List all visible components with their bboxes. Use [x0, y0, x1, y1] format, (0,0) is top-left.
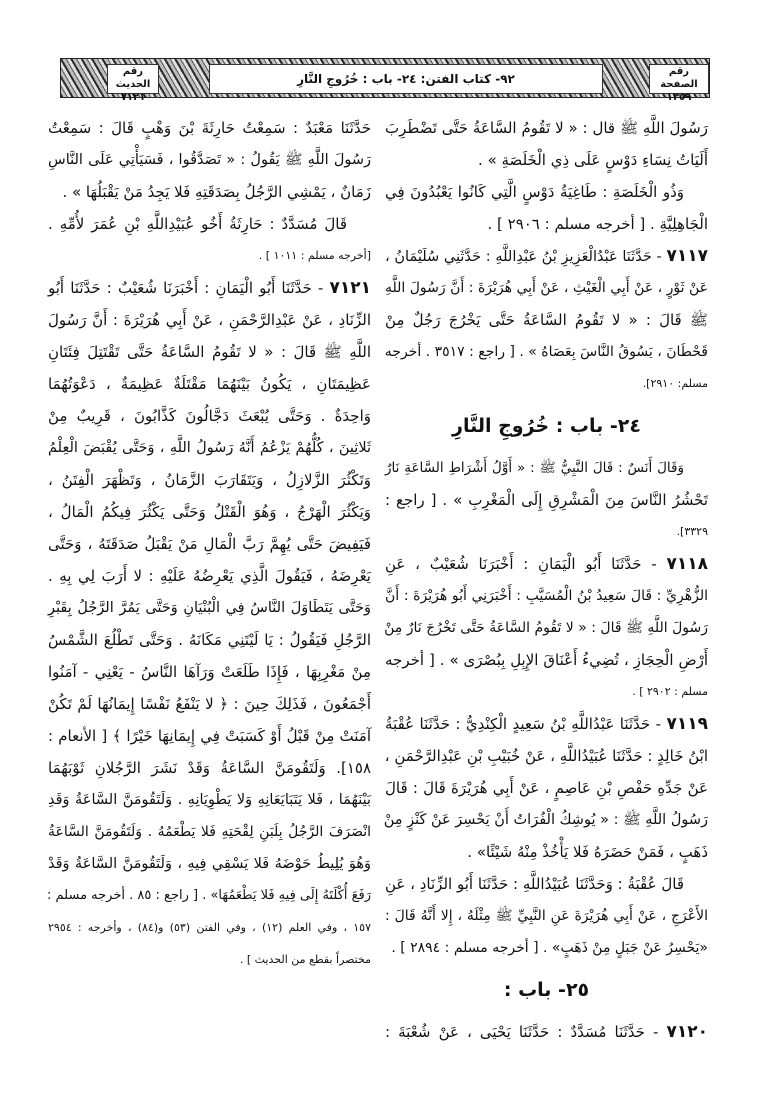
line-text: رَسُولَ اللَّهِ ﷺ قال : « لا تَقُومُ السَّاعَةُ حَتَّى تَضْطَرِبَ [385, 119, 708, 137]
line-text: ثَلاثِينَ ، كُلُّهُمْ يَزْعُمُ أَنَّهُ رَسُولُ اللَّهِ ، وَحَتَّى يُقْبَضَ الْعِلْمُ [48, 440, 371, 456]
text-line [385, 516, 708, 548]
hadith-start-line [385, 240, 708, 272]
line-text: وَيَكْثُرَ الْهَرْجُ ، وَهُوَ الْقَتْلُ وَحَتَّى يَكْثُرَ فِيكُمُ الْمَالُ ، [48, 503, 371, 521]
text-line [48, 912, 371, 944]
line-text: فَيَفِيضَ حَتَّى يُهِمَّ رَبَّ الْمَالِ مَنْ يَقْبَلُ صَدَقَتَهُ ، وَحَتَّى [48, 535, 371, 553]
hadith-number: ٧١٢١ [120, 92, 146, 103]
hadith-start-line [48, 272, 371, 304]
line-text: قَالَ عُقْبَةُ : وَحَدَّثَنَا عُبَيْدُاللَّهِ : حَدَّثَنَا أَبُو الزِّنَادِ ، عَنِ [385, 875, 684, 893]
chapter-heading: ٢٥- باب : [503, 979, 590, 1001]
text-line [48, 432, 371, 464]
text-line [48, 656, 371, 688]
text-line [48, 848, 371, 880]
line-text: بَيْنَهُمَا ، فَلا يَتَبَايَعَانِهِ وَلا يَطْوِيَانِهِ . وَلَتَقُومَنَّ السَّاعَةُ وَقَدِ [48, 792, 371, 808]
line-text: عَنْ ثَوْرٍ ، عَنْ أَبِي الْغَيْثِ ، عَنْ أَبِي هُرَيْرَةَ : أَنَّ رَسُولَ اللَّهِ [385, 280, 708, 296]
line-text: أَلَيَاتُ نِسَاءِ دَوْسٍ عَلَى ذِي الْخَلَصَةِ » . [478, 151, 708, 169]
text-line [48, 528, 371, 560]
line-text: أَجْمَعُونَ ، فَذَلِكَ حِينَ : ﴿ لا يَنْفَعُ نَفْسًا إِيمَانُهَا لَمْ تَكُنْ [48, 695, 371, 713]
text-line [48, 144, 371, 176]
text-line [48, 112, 371, 144]
hadith-number-box [107, 64, 159, 103]
text-line [385, 144, 708, 176]
line-text: وَحَتَّى يَتَطَاوَلَ النَّاسُ فِي الْبُنْيَانِ وَحَتَّى يَمُرَّ الرَّجُلُ بِقَبْرِ [48, 600, 371, 616]
line-text: اللَّهِ ﷺ قَالَ : « لا تَقُومُ السَّاعَةُ حَتَّى تَقْتَتِلَ فِئَتَانِ [48, 343, 371, 361]
line-text: مسلم: ٢٩١٠]. [642, 377, 708, 390]
hadith-start-line [385, 708, 708, 740]
line-text: «يَحْسِرُ عَنْ جَبَلٍ مِنْ ذَهَبٍ» . [ أخرجه مسلم : ٢٨٩٤ ] . [391, 940, 708, 956]
line-text: وَهُوَ يُلِيطُ حَوْضَهُ فَلا يَسْقِي فِيهِ ، وَلَتَقُومَنَّ السَّاعَةُ وَقَدْ [48, 856, 371, 872]
text-line [385, 368, 708, 400]
text-line [385, 112, 708, 144]
text-line [48, 464, 371, 496]
text-line [48, 720, 371, 752]
hadith-number: ٧١١٩ [666, 714, 708, 734]
line-text: رَسُولُ اللَّهِ ﷺ : « يُوشِكُ الْفُرَاتُ أَنْ يَحْسِرَ عَنْ كَنْزٍ مِنْ [383, 812, 708, 828]
hadith-number: ٧١١٧ [666, 246, 708, 266]
line-text: عَظِيمَتَانِ ، يَكُونُ بَيْنَهُمَا مَقْتَلَةٌ عَظِيمَةٌ ، دَعْوَتُهُمَا [48, 375, 371, 393]
line-text: ٣٣٢٩]. [676, 525, 708, 538]
text-line [385, 580, 708, 612]
hadith-start-line [385, 548, 708, 580]
text-line [48, 752, 371, 784]
line-text: - حَدَّثَنَا أَبُو الْيَمَانِ : أَخْبَرَنَا شُعَيْبٌ ، عَنِ [385, 555, 667, 573]
text-line [385, 272, 708, 304]
line-text: الأَعْرَجِ ، عَنْ أَبِي هُرَيْرَةَ عَنِ النَّبِيِّ ﷺ مِثْلَهُ ، إِلا أَنَّهُ قَالَ : [385, 908, 708, 924]
text-line [385, 452, 708, 484]
text-line [48, 592, 371, 624]
text-line [385, 868, 708, 900]
line-text: زَمَانٌ ، يَمْشِي الرَّجُلُ بِصَدَقَتِهِ فَلا يَجِدُ مَنْ يَقْبَلُهَا » . [62, 183, 371, 201]
line-text: آمَنَتْ مِنْ قَبْلُ أَوْ كَسَبَتْ فِي إِيمَانِهَا خَيْرًا ﴾ [ الأنعام : [48, 727, 371, 745]
right-text-column [385, 112, 708, 1048]
line-text: - حَدَّثَنَا مُسَدَّدٌ : حَدَّثَنَا يَحْيَى ، عَنْ شُعْبَةَ : [385, 1023, 667, 1041]
line-text: ١٥٧ ، وفي العلم (١٢) ، وفي الفتن (٥٣) و(٨٤) ، وأخرجه : ٢٩٥٤ [48, 921, 371, 934]
line-text: وَقَالَ أَنَسٌ : قَالَ النَّبِيُّ ﷺ : « أَوَّلُ أَشْرَاطِ السَّاعَةِ نَارٌ [385, 460, 684, 476]
line-text: - حَدَّثَنَا عَبْدُاللَّهِ بْنُ سَعِيدٍ الْكِنْدِيُّ : حَدَّثَنَا عُقْبَةُ [385, 715, 667, 733]
line-text: أَرْضِ الْحِجَازِ ، تُضِيءُ أَعْنَاقَ الإِبِلِ بِبُصْرَى » . [ أخرجه [385, 651, 708, 669]
text-line [385, 900, 708, 932]
text-line [48, 784, 371, 816]
line-text: مِنْ مَغْرِبِهَا ، فَإِذَا طَلَعَتْ وَرَآهَا النَّاسُ - يَعْنِي - آمَنُوا [48, 663, 371, 681]
line-text: رَسُولَ اللَّهِ ﷺ قَالَ : « لا تَقُومُ السَّاعَةُ حَتَّى تَخْرُجَ نَارٌ مِنْ [384, 620, 708, 636]
text-line [48, 336, 371, 368]
line-text: رَسُولَ اللَّهِ ﷺ يَقُولُ : « تَصَدَّقُوا ، فَسَيَأْتِي عَلَى النَّاسِ [48, 152, 371, 168]
line-text: تَحْشُرُ النَّاسَ مِنَ الْمَشْرِقِ إِلَى الْمَغْرِبِ » . [ راجع : [385, 491, 708, 509]
text-line [48, 240, 371, 272]
running-header [60, 58, 710, 103]
line-text: انْصَرَفَ الرَّجُلُ بِلَبَنِ لِقْحَتِهِ فَلا يَطْعَمُهُ . وَلَتَقُومَنَّ السَّاعَةُ [48, 824, 371, 840]
line-text: الْجَاهِلِيَّةِ . [ أخرجه مسلم : ٢٩٠٦ ] . [487, 215, 708, 233]
text-line [385, 932, 708, 964]
line-text: الزِّنَادِ ، عَنْ عَبْدِالرَّحْمَنِ ، عَنْ أَبِي هُرَيْرَةَ : أَنَّ رَسُولَ [48, 311, 371, 329]
line-text: ابْنُ خَالِدٍ : حَدَّثَنَا عُبَيْدُاللَّهِ ، عَنْ خُبَيْبِ بْنِ عَبْدِالرَّحْمَنِ ، [384, 747, 708, 765]
text-line [48, 624, 371, 656]
text-line [48, 560, 371, 592]
page-number-label: رقم الصفحة [660, 66, 698, 90]
text-line [385, 208, 708, 240]
text-line [385, 836, 708, 868]
line-text: عَنْ جَدِّهِ حَفْصِ بْنِ عَاصِمٍ ، عَنْ أَبِي هُرَيْرَةَ قَالَ : قَالَ [385, 779, 708, 797]
line-text: الزُّهْرِيِّ : قَالَ سَعِيدُ بْنُ الْمُسَيَّبِ : أَخْبَرَنِي أَبُو هُرَيْرَةَ : أَنَّ [385, 588, 708, 604]
text-line [385, 804, 708, 836]
text-line [48, 400, 371, 432]
text-line [385, 772, 708, 804]
text-line [385, 176, 708, 208]
line-text: ﷺ قَالَ : « لا تَقُومُ السَّاعَةُ حَتَّى يَخْرُجَ رَجُلٌ مِنْ [385, 311, 708, 329]
hadith-number: ٧١١٨ [666, 554, 708, 574]
text-line [48, 496, 371, 528]
text-line [48, 688, 371, 720]
text-line [48, 944, 371, 976]
line-text: مسلم : ٢٩٠٢ ] . [632, 685, 708, 698]
hadith-number-label: رقم الحديث [115, 66, 151, 90]
line-text: - حَدَّثَنَا أَبُو الْيَمَانِ : أَخْبَرَنَا شُعَيْبٌ : حَدَّثَنَا أَبُو [48, 279, 330, 297]
line-text: ذَهَبٍ ، فَمَنْ حَضَرَهُ فَلا يَأْخُذْ مِنْهُ شَيْئًا» . [467, 843, 708, 861]
line-text: ١٥٨]. وَلَتَقُومَنَّ السَّاعَةُ وَقَدْ نَشَرَ الرَّجُلانِ ثَوْبَهُمَا [48, 759, 371, 777]
left-text-column [48, 112, 371, 976]
line-text: قَحْطَانَ ، يَسُوقُ النَّاسَ بِعَصَاهُ » . [ راجع : ٣٥١٧ . أخرجه [384, 344, 708, 360]
hadith-start-line [385, 1016, 708, 1048]
text-line [385, 740, 708, 772]
line-text: وَذُو الْخَلَصَةِ : طَاغِيَةُ دَوْسٍ الَّتِي كَانُوا يَعْبُدُونَ فِي [385, 183, 684, 201]
text-line [385, 676, 708, 708]
text-line [48, 304, 371, 336]
text-line [385, 644, 708, 676]
page-number-box [649, 64, 709, 103]
line-text: رَفَعَ أُكْلَتَهُ إِلَى فِيهِ فَلا يَطْعَمُهَا» . [ راجع : ٨٥ . أخرجه مسلم : [47, 888, 371, 903]
line-text: وَتَكْثُرَ الزَّلازِلُ ، وَيَتَقَارَبَ الزَّمَانُ ، وَتَظْهَرَ الْفِتَنُ ، [48, 471, 371, 489]
header-title: ٩٢- كتاب الفتن: ٢٤- باب : خُرُوجِ النَّارِ [209, 64, 603, 94]
line-text: مختصراً بقطع من الحديث ] . [239, 953, 371, 966]
chapter-heading: ٢٤- باب : خُرُوجِ النَّارِ [452, 415, 641, 437]
hadith-number: ٧١٢١ [329, 278, 371, 298]
text-line [385, 336, 708, 368]
text-line [48, 880, 371, 912]
text-line [48, 208, 371, 240]
text-line [48, 368, 371, 400]
text-line [385, 304, 708, 336]
line-text: - حَدَّثَنَا عَبْدُالْعَزِيزِ بْنُ عَبْدِاللَّهِ : حَدَّثَنِي سُلَيْمَانُ ، [385, 249, 667, 265]
text-line [385, 612, 708, 644]
line-text: وَاحِدَةٌ . وَحَتَّى يُبْعَثَ دَجَّالُونَ كَذَّابُونَ ، قَرِيبٌ مِنْ [48, 407, 371, 425]
line-text: قَالَ مُسَدَّدٌ : حَارِثَةُ أَخُو عُبَيْدِاللَّهِ بْنِ عُمَرَ لأُمِّهِ . [48, 215, 347, 233]
hadith-number: ٧١٢٠ [666, 1022, 708, 1042]
text-line [385, 484, 708, 516]
page-number: ١٣٥٩ [666, 92, 692, 103]
line-text: يَعْرِضَهُ ، فَيَقُولَ الَّذِي يَعْرِضُهُ عَلَيْهِ : لا أَرَبَ لِي بِهِ . [48, 567, 371, 585]
text-line [48, 816, 371, 848]
line-text: حَدَّثَنَا مَعْبَدٌ : سَمِعْتُ حَارِثَةَ بْنَ وَهْبٍ قَالَ : سَمِعْتُ [48, 119, 371, 137]
line-text: [أخرجه مسلم : ١٠١١ ] . [258, 249, 371, 262]
text-line [48, 176, 371, 208]
line-text: الرَّجُلِ فَيَقُولُ : يَا لَيْتَنِي مَكَانَهُ . وَحَتَّى تَطْلُعَ الشَّمْسُ [48, 631, 371, 649]
